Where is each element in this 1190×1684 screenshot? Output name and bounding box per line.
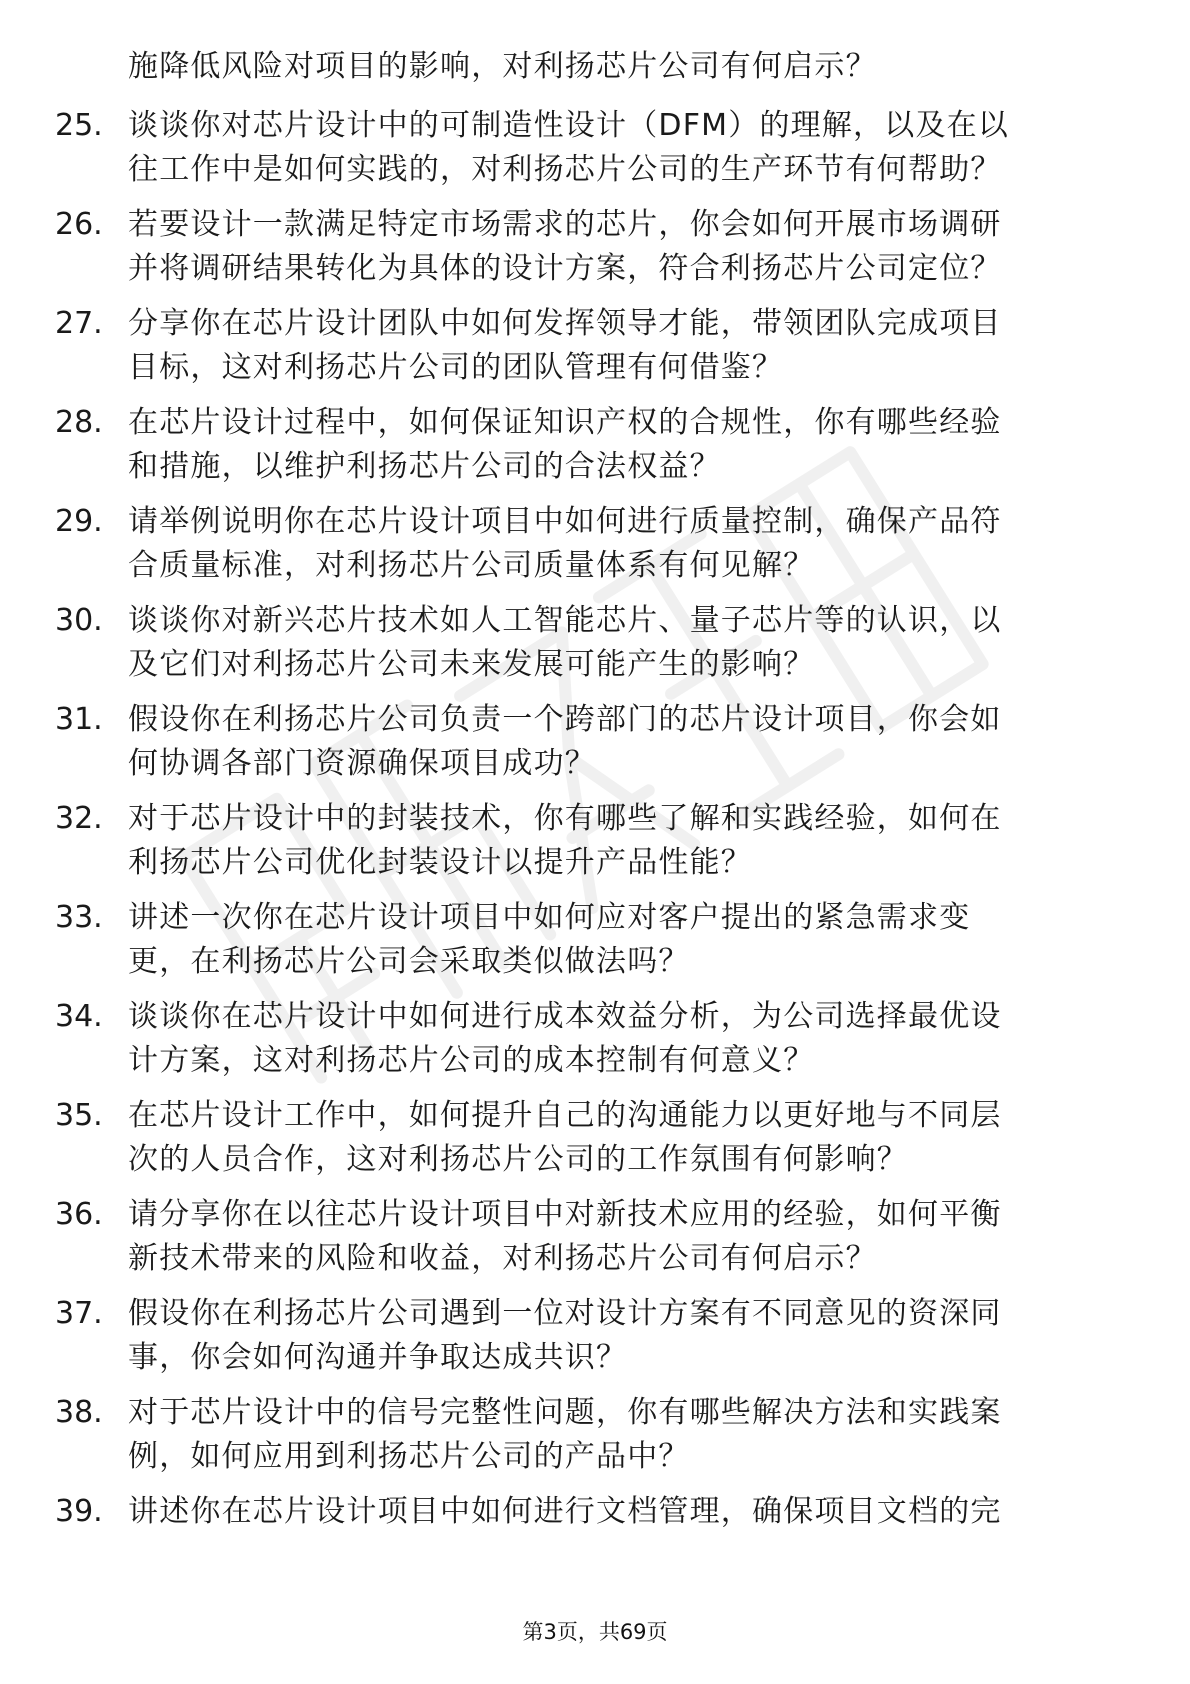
item-number: 37. [55, 1296, 103, 1331]
list-item-33-line-1 [0, 896, 1190, 940]
item-number: 36. [55, 1197, 103, 1232]
list-item-30-line-1 [0, 599, 1190, 643]
list-item-27-line-2 [0, 346, 1190, 390]
item-text: 谈谈你对芯片设计中的可制造性设计（DFM）的理解，以及在以 [128, 108, 1010, 143]
list-item-32-line-1 [0, 797, 1190, 841]
item-text: 谈谈你在芯片设计中如何进行成本效益分析，为公司选择最优设 [128, 999, 1002, 1034]
item-text: 分享你在芯片设计团队中如何发挥领导才能，带领团队完成项目 [128, 306, 1002, 341]
item-number: 33. [55, 900, 103, 935]
list-item-32-line-2 [0, 841, 1190, 885]
list-item-36-line-1 [0, 1193, 1190, 1237]
item-text: 并将调研结果转化为具体的设计方案，符合利扬芯片公司定位？ [128, 251, 1002, 286]
list-item-34-line-1 [0, 995, 1190, 1039]
item-text: 何协调各部门资源确保项目成功？ [128, 746, 596, 781]
item-text: 利扬芯片公司优化封装设计以提升产品性能？ [128, 845, 752, 880]
list-item-35-line-1 [0, 1094, 1190, 1138]
page-number-footer: 第3页，共69页 [522, 1620, 668, 1644]
list-item-27-line-1 [0, 302, 1190, 346]
list-item-39-line-1 [0, 1490, 1190, 1534]
list-item-37-line-1 [0, 1292, 1190, 1336]
list-item-36-line-2 [0, 1237, 1190, 1281]
list-item-35-line-2 [0, 1138, 1190, 1182]
list-item-28-line-1 [0, 401, 1190, 445]
list-item-25-line-1 [0, 104, 1190, 148]
item-text: 计方案，这对利扬芯片公司的成本控制有何意义？ [128, 1043, 815, 1078]
item-number: 35. [55, 1098, 103, 1133]
list-item-29-line-1 [0, 500, 1190, 544]
item-text: 讲述一次你在芯片设计项目中如何应对客户提出的紧急需求变 [128, 900, 971, 935]
list-item-33-line-2 [0, 940, 1190, 984]
item-number: 32. [55, 801, 103, 836]
item-text: 对于芯片设计中的封装技术，你有哪些了解和实践经验，如何在 [128, 801, 1002, 836]
item-number: 27. [55, 306, 103, 341]
item-text: 和措施，以维护利扬芯片公司的合法权益？ [128, 449, 721, 484]
list-item-29-line-2 [0, 544, 1190, 588]
list-item-34-line-2 [0, 1039, 1190, 1083]
list-item-31-line-1 [0, 698, 1190, 742]
item-number: 39. [55, 1494, 103, 1529]
item-number: 25. [55, 108, 103, 143]
item-text: 次的人员合作，这对利扬芯片公司的工作氛围有何影响？ [128, 1142, 908, 1177]
text-line [0, 45, 1190, 89]
item-number: 38. [55, 1395, 103, 1430]
item-text: 及它们对利扬芯片公司未来发展可能产生的影响？ [128, 647, 815, 682]
item-text: 往工作中是如何实践的，对利扬芯片公司的生产环节有何帮助？ [128, 152, 1002, 187]
item-number: 26. [55, 207, 103, 242]
list-item-31-line-2 [0, 742, 1190, 786]
item-text: 例，如何应用到利扬芯片公司的产品中？ [128, 1439, 690, 1474]
item-text: 施降低风险对项目的影响，对利扬芯片公司有何启示？ [128, 49, 877, 84]
list-item-30-line-2 [0, 643, 1190, 687]
list-item-37-line-2 [0, 1336, 1190, 1380]
item-number: 29. [55, 504, 103, 539]
item-text: 假设你在利扬芯片公司遇到一位对设计方案有不同意见的资深同 [128, 1296, 1002, 1331]
item-text: 请分享你在以往芯片设计项目中对新技术应用的经验，如何平衡 [128, 1197, 1002, 1232]
item-text: 新技术带来的风险和收益，对利扬芯片公司有何启示？ [128, 1241, 877, 1276]
list-item-38-line-1 [0, 1391, 1190, 1435]
item-text: 事，你会如何沟通并争取达成共识？ [128, 1340, 628, 1375]
item-number: 31. [55, 702, 103, 737]
item-text: 假设你在利扬芯片公司负责一个跨部门的芯片设计项目，你会如 [128, 702, 1002, 737]
item-number: 30. [55, 603, 103, 638]
item-text: 讲述你在芯片设计项目中如何进行文档管理，确保项目文档的完 [128, 1494, 1002, 1529]
list-item-26-line-1 [0, 203, 1190, 247]
item-text: 在芯片设计过程中，如何保证知识产权的合规性，你有哪些经验 [128, 405, 1002, 440]
item-number: 28. [55, 405, 103, 440]
item-text: 合质量标准，对利扬芯片公司质量体系有何见解？ [128, 548, 815, 583]
item-text: 谈谈你对新兴芯片技术如人工智能芯片、量子芯片等的认识，以 [128, 603, 1002, 638]
list-item-26-line-2 [0, 247, 1190, 291]
list-item-25-line-2 [0, 148, 1190, 192]
item-text: 若要设计一款满足特定市场需求的芯片，你会如何开展市场调研 [128, 207, 1002, 242]
item-text: 对于芯片设计中的信号完整性问题，你有哪些解决方法和实践案 [128, 1395, 1002, 1430]
item-text: 目标，这对利扬芯片公司的团队管理有何借鉴？ [128, 350, 784, 385]
item-text: 在芯片设计工作中，如何提升自己的沟通能力以更好地与不同层 [128, 1098, 1002, 1133]
item-text: 更，在利扬芯片公司会采取类似做法吗？ [128, 944, 690, 979]
item-number: 34. [55, 999, 103, 1034]
list-item-38-line-2 [0, 1435, 1190, 1479]
list-item-28-line-2 [0, 445, 1190, 489]
item-text: 请举例说明你在芯片设计项目中如何进行质量控制，确保产品符 [128, 504, 1002, 539]
